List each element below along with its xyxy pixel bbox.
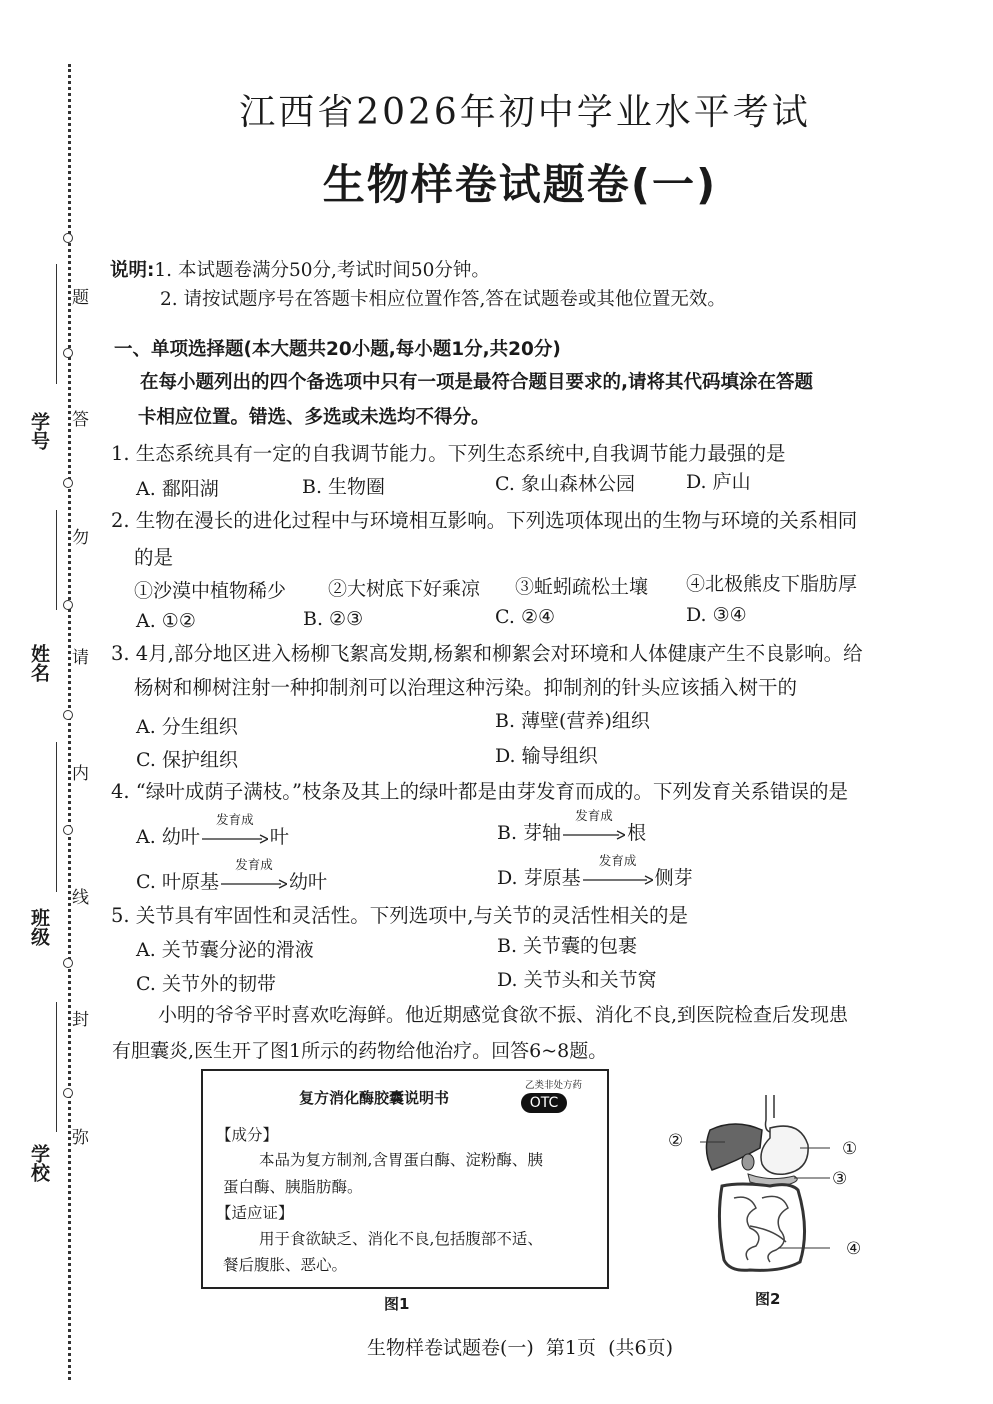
section-heading: 一、单项选择题(本大题共20小题,每小题1分,共20分) bbox=[114, 339, 561, 360]
page-footer: 生物样卷试题卷(一) 第1页 (共6页) bbox=[367, 1337, 673, 1359]
statement-item: ③蚯蚓疏松土壤 bbox=[515, 576, 649, 598]
figure-2-label: ③ bbox=[832, 1169, 848, 1189]
arrow-right-icon bbox=[583, 875, 653, 885]
instruction-item: 1. 本试题卷满分50分,考试时间50分钟。 bbox=[154, 260, 490, 281]
seal-char: 内 bbox=[68, 764, 88, 781]
option-from: 芽原基 bbox=[523, 867, 581, 889]
question-stem: 4. “绿叶成荫子满枝。”枝条及其上的绿叶都是由芽发育而成的。下列发育关系错误的是 bbox=[111, 780, 848, 803]
seal-char: 答 bbox=[68, 410, 88, 427]
figure-2-label: ② bbox=[668, 1131, 684, 1151]
develop-arrow bbox=[221, 857, 287, 894]
option-d[interactable] bbox=[497, 853, 693, 890]
seal-circle bbox=[63, 1088, 73, 1098]
leaflet-text: 本品为复方制剂,含胃蛋白酶、淀粉酶、胰 bbox=[259, 1151, 543, 1169]
leaflet-text: 用于食欲缺乏、消化不良,包括腹部不适、 bbox=[259, 1230, 543, 1248]
option-c[interactable]: C. 保护组织 bbox=[136, 749, 238, 771]
option-c[interactable]: C. ②④ bbox=[495, 606, 556, 628]
question-stem: 2. 生物在漫长的进化过程中与环境相互影响。下列选项体现出的生物与环境的关系相同 bbox=[111, 509, 858, 532]
otc-category: 乙类非处方药 bbox=[525, 1080, 583, 1091]
seal-char: 弥 bbox=[68, 1128, 88, 1145]
seal-dotted-line bbox=[68, 64, 71, 1380]
option-key: A. bbox=[136, 826, 162, 848]
seal-char: 题 bbox=[68, 288, 88, 305]
option-to: 侧芽 bbox=[654, 867, 693, 889]
seal-char: 勿 bbox=[68, 528, 88, 545]
statement-item: ①沙漠中植物稀少 bbox=[134, 580, 287, 602]
option-d[interactable]: D. 输导组织 bbox=[495, 745, 598, 767]
option-key: D. bbox=[497, 867, 524, 889]
student-id-line[interactable] bbox=[56, 264, 57, 384]
leaflet-title: 复方消化酶胶囊说明书 bbox=[299, 1089, 450, 1107]
school-label: 学校 bbox=[28, 1144, 50, 1182]
option-c[interactable]: C. 象山森林公园 bbox=[495, 473, 635, 495]
option-a[interactable]: A. 鄱阳湖 bbox=[136, 478, 219, 500]
passage-text: 有胆囊炎,医生开了图1所示的药物给他治疗。回答6~8题。 bbox=[112, 1040, 608, 1062]
develop-arrow bbox=[563, 808, 625, 845]
figure-1-caption: 图1 bbox=[384, 1295, 410, 1313]
option-c[interactable] bbox=[136, 857, 327, 894]
option-a[interactable] bbox=[136, 812, 289, 849]
section-desc: 在每小题列出的四个备选项中只有一项是最符合题目要求的,请将其代码填涂在答题 bbox=[140, 372, 814, 393]
option-b[interactable]: B. 关节囊的包裹 bbox=[497, 935, 638, 957]
arrow-label: 发育成 bbox=[216, 812, 254, 827]
seal-circle bbox=[63, 600, 73, 610]
seal-circle bbox=[63, 348, 73, 358]
question-stem: 5. 关节具有牢固性和灵活性。下列选项中,与关节的灵活性相关的是 bbox=[111, 904, 689, 927]
arrow-label: 发育成 bbox=[598, 853, 637, 868]
instruction-item: 2. 请按试题序号在答题卡相应位置作答,答在试题卷或其他位置无效。 bbox=[160, 289, 726, 310]
question-stem: 的是 bbox=[134, 546, 174, 569]
exam-title: 江西省2026年初中学业水平考试 bbox=[239, 92, 811, 133]
option-from: 幼叶 bbox=[161, 826, 200, 848]
arrow-right-icon bbox=[221, 879, 287, 889]
option-b[interactable] bbox=[497, 808, 647, 845]
class-line[interactable] bbox=[56, 742, 57, 892]
name-line[interactable] bbox=[56, 510, 57, 610]
class-label: 班级 bbox=[28, 908, 50, 946]
option-b[interactable]: B. 薄壁(营养)组织 bbox=[495, 710, 650, 732]
option-d[interactable]: D. 关节头和关节窝 bbox=[497, 969, 657, 991]
figure-2-label: ① bbox=[842, 1139, 858, 1159]
develop-arrow bbox=[583, 853, 653, 890]
option-to: 叶 bbox=[269, 826, 289, 848]
option-d[interactable]: D. 庐山 bbox=[686, 471, 751, 493]
option-d[interactable]: D. ③④ bbox=[686, 604, 747, 626]
seal-circle bbox=[63, 710, 73, 720]
develop-arrow bbox=[202, 812, 268, 849]
passage-text: 小明的爷爷平时喜欢吃海鲜。他近期感觉食欲不振、消化不良,到医院检查后发现患 bbox=[158, 1004, 849, 1026]
seal-char: 线 bbox=[68, 888, 88, 905]
statement-item: ②大树底下好乘凉 bbox=[328, 578, 481, 600]
instructions-label: 说明: bbox=[110, 260, 155, 281]
school-line[interactable] bbox=[56, 1002, 57, 1132]
seal-char: 封 bbox=[68, 1010, 88, 1027]
seal-circle bbox=[63, 825, 73, 835]
seal-char: 请 bbox=[68, 648, 88, 665]
option-b[interactable]: B. ②③ bbox=[303, 608, 364, 630]
option-a[interactable]: A. 分生组织 bbox=[136, 716, 238, 738]
seal-circle bbox=[63, 478, 73, 488]
option-a[interactable]: A. 关节囊分泌的滑液 bbox=[136, 939, 314, 961]
leaflet-section-label: 【成分】 bbox=[216, 1126, 279, 1144]
option-b[interactable]: B. 生物圈 bbox=[302, 476, 386, 498]
option-to: 根 bbox=[627, 822, 647, 844]
seal-circle bbox=[63, 958, 73, 968]
option-from: 芽轴 bbox=[523, 822, 562, 844]
student-id-label: 学号 bbox=[28, 412, 50, 450]
paper-title: 生物样卷试题卷(一) bbox=[322, 160, 718, 209]
name-label: 姓名 bbox=[28, 644, 50, 682]
question-stem: 3. 4月,部分地区进入杨柳飞絮高发期,杨絮和柳絮会对环境和人体健康产生不良影响。给 bbox=[111, 642, 863, 665]
section-desc: 卡相应位置。错选、多选或未选均不得分。 bbox=[138, 407, 490, 428]
figure-2-caption: 图2 bbox=[755, 1290, 781, 1308]
digestive-system-diagram bbox=[690, 1090, 830, 1290]
option-key: C. bbox=[136, 871, 162, 893]
figure-1-leaflet bbox=[201, 1069, 609, 1289]
seal-circle bbox=[63, 233, 73, 243]
option-key: B. bbox=[497, 822, 524, 844]
otc-badge: OTC bbox=[521, 1093, 567, 1113]
arrow-label: 发育成 bbox=[575, 808, 613, 823]
question-stem: 1. 生态系统具有一定的自我调节能力。下列生态系统中,自我调节能力最强的是 bbox=[111, 442, 786, 465]
figure-2-label: ④ bbox=[846, 1239, 862, 1259]
leaflet-text: 蛋白酶、胰脂肪酶。 bbox=[223, 1178, 363, 1196]
arrow-label: 发育成 bbox=[235, 857, 273, 872]
arrow-right-icon bbox=[202, 834, 268, 844]
leaflet-section-label: 【适应证】 bbox=[216, 1204, 294, 1222]
option-from: 叶原基 bbox=[161, 871, 219, 893]
instructions-line1 bbox=[110, 256, 490, 282]
arrow-right-icon bbox=[563, 830, 625, 840]
question-stem: 杨树和柳树注射一种抑制剂可以治理这种污染。抑制剂的针头应该插入树干的 bbox=[134, 676, 798, 699]
option-a[interactable]: A. ①② bbox=[136, 610, 196, 632]
option-c[interactable]: C. 关节外的韧带 bbox=[136, 973, 276, 995]
statement-item: ④北极熊皮下脂肪厚 bbox=[686, 573, 858, 595]
option-to: 幼叶 bbox=[288, 871, 327, 893]
leaflet-text: 餐后腹胀、恶心。 bbox=[223, 1256, 348, 1274]
